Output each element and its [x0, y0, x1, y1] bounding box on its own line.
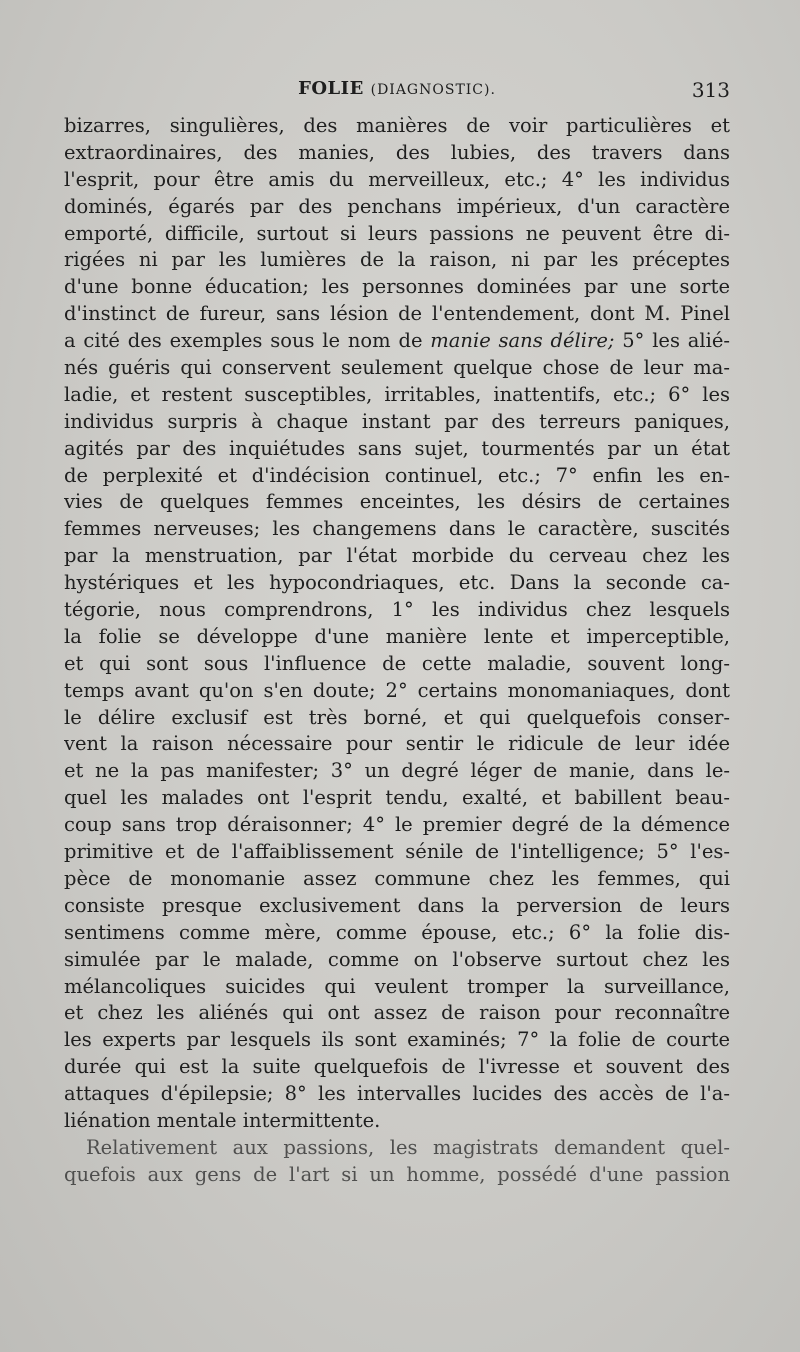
text-line: les experts par lesquels ils sont examinés; 7° la folie de courte [64, 1028, 730, 1052]
text-line: mélancoliques suicides qui veulent tromper la surveillance, [64, 974, 730, 998]
text-line: durée qui est la suite quelquefois de l'ivresse et souvent des [64, 1055, 730, 1079]
text-line: la folie se développe d'une manière lente et imperceptible, [64, 624, 730, 648]
text-line: par la menstruation, par l'état morbide du cerveau chez les [64, 544, 730, 568]
text-line: quel les malades ont l'esprit tendu, exalté, et babillent beau- [64, 786, 730, 810]
text-line: l'esprit, pour être amis du merveilleux, etc.; 4° les individus [64, 167, 730, 191]
text-line: individus surpris à chaque instant par des terreurs paniques, [64, 409, 730, 433]
text-line: rigées ni par les lumières de la raison, ni par les préceptes [64, 248, 730, 272]
text-line: agités par des inquiétudes sans sujet, tourmentés par un état [64, 436, 730, 460]
text-line: d'une bonne éducation; les personnes dominées par une sorte [64, 275, 730, 299]
text-line-with-italic [64, 328, 730, 355]
text-line: et ne la pas manifester; 3° un degré léger de manie, dans le- [64, 759, 730, 783]
text-line: tégorie, nous comprendrons, 1° les individus chez lesquels [64, 598, 730, 622]
running-head [64, 78, 730, 108]
text-line: coup sans trop déraisonner; 4° le premier degré de la démence [64, 813, 730, 837]
text-line: sentimens comme mère, comme épouse, etc.; 6° la folie dis- [64, 920, 730, 944]
text-line: ladie, et restent susceptibles, irritables, inattentifs, etc.; 6° les [64, 382, 730, 406]
running-title-main: FOLIE [298, 78, 364, 99]
text-line: de perplexité et d'indécision continuel, etc.; 7° enfin les en- [64, 463, 730, 487]
text-line: primitive et de l'affaiblissement sénile de l'intelligence; 5° l'es- [64, 840, 730, 864]
text-line: pèce de monomanie assez commune chez les femmes, qui [64, 866, 730, 890]
text-line: attaques d'épilepsie; 8° les intervalles lucides des accès de l'a- [64, 1082, 730, 1106]
page-number: 313 [691, 78, 730, 102]
text-line: dominés, égarés par des penchans impérieux, d'un caractère [64, 194, 730, 218]
text-line: Relativement aux passions, les magistrats demandent quel- [86, 1135, 730, 1159]
body-text [64, 113, 730, 1189]
text-line: simulée par le malade, comme on l'observe surtout chez les [64, 947, 730, 971]
text-line: extraordinaires, des manies, des lubies, des travers dans [64, 140, 730, 164]
text-line: quefois aux gens de l'art si un homme, possédé d'une passion [64, 1162, 730, 1186]
text-line: emporté, difficile, surtout si leurs passions ne peuvent être di- [64, 221, 730, 245]
running-title [64, 78, 730, 99]
text-line: bizarres, singulières, des manières de voir particulières et [64, 114, 730, 137]
text-line: vies de quelques femmes enceintes, les désirs de certaines [64, 490, 730, 514]
text-line: femmes nerveuses; les changemens dans le caractère, suscités [64, 517, 730, 541]
text-line: et chez les aliénés qui ont assez de raison pour reconnaître [64, 1001, 730, 1025]
running-title-sub: (DIAGNOSTIC). [370, 82, 496, 98]
text-segment: 5° les alié- [614, 329, 730, 353]
paragraph-end-line: liénation mentale intermittente. [64, 1108, 381, 1132]
text-line: nés guéris qui conservent seulement quelque chose de leur ma- [64, 356, 730, 380]
text-line: temps avant qu'on s'en doute; 2° certains monomaniaques, dont [64, 678, 730, 702]
text-line: d'instinct de fureur, sans lésion de l'entendement, dont M. Pinel [64, 302, 730, 326]
italic-term: manie sans délire; [430, 329, 615, 353]
text-line: hystériques et les hypocondriaques, etc. Dans la seconde ca- [64, 571, 730, 595]
text-line: vent la raison nécessaire pour sentir le ridicule de leur idée [64, 732, 730, 756]
text-line: le délire exclusif est très borné, et qui quelquefois conser- [64, 705, 730, 729]
text-line: et qui sont sous l'influence de cette maladie, souvent long- [64, 651, 730, 675]
text-segment: a cité des exemples sous le nom de [64, 329, 431, 353]
text-line: consiste presque exclusivement dans la perversion de leurs [64, 893, 730, 917]
